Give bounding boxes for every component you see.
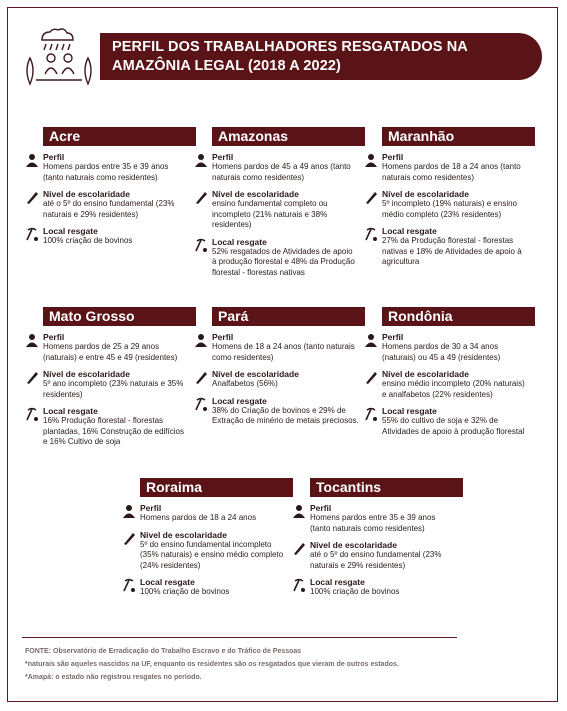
local-text: 52% resgatados de Atividades de apoio à produção florestal e 48% da Produção florestal - florestas nativas xyxy=(212,246,355,277)
person-icon xyxy=(194,333,208,347)
local-text: 38% do Criação de bovinos e 29% de Extração de minério de metais preciosos. xyxy=(212,405,359,425)
source-note: FONTE: Observatório de Erradicação do Trabalho Escravo e do Tráfico de Pessoas xyxy=(25,648,302,655)
perfil-row xyxy=(364,332,529,363)
perfil-text: Homens pardos entre 35 e 39 anos (tanto naturais como residentes) xyxy=(310,513,436,533)
person-icon xyxy=(25,153,39,167)
pen-icon xyxy=(364,190,378,204)
pickaxe-icon xyxy=(122,578,136,592)
state-name: Roraima xyxy=(140,478,293,497)
pen-icon xyxy=(364,370,378,384)
footnote-naturais: *naturais são aqueles nascidos na UF, enquanto os residentes são os resgatados que vieram de outros estados. xyxy=(25,661,399,668)
pickaxe-icon xyxy=(364,227,378,241)
state-card-maranhao xyxy=(364,127,529,268)
state-name: Pará xyxy=(212,307,365,326)
state-card-acre xyxy=(25,127,190,247)
perfil-label: Perfil xyxy=(43,332,65,342)
pen-icon xyxy=(194,370,208,384)
escolaridade-row xyxy=(122,530,287,572)
footer-divider xyxy=(22,637,457,638)
local-row xyxy=(292,577,457,598)
escolaridade-text: 5º incompleto (19% naturais) e ensino médio completo (23% residentes) xyxy=(382,199,517,219)
escolaridade-label: Nível de escolaridade xyxy=(43,189,130,199)
perfil-row xyxy=(364,152,529,183)
state-name: Tocantins xyxy=(310,478,463,497)
perfil-row xyxy=(25,152,190,183)
escolaridade-text: ensino fundamental completo ou incompleto (21% naturais e 38% residentes) xyxy=(212,199,328,229)
perfil-text: Homens pardos de 18 a 24 anos xyxy=(140,513,257,522)
pickaxe-icon xyxy=(292,578,306,592)
local-text: 100% criação de bovinos xyxy=(140,587,230,596)
escolaridade-row xyxy=(364,369,529,400)
state-card-para xyxy=(194,307,359,427)
pickaxe-icon xyxy=(194,397,208,411)
local-label: Local resgate xyxy=(212,395,267,406)
perfil-row xyxy=(25,332,190,363)
perfil-text: Homens pardos entre 35 e 39 anos (tanto naturais como residentes) xyxy=(43,162,169,182)
local-text: 27% da Produção florestal - florestas nativas e 18% de Atividades de apoio à agricultura xyxy=(382,236,522,266)
escolaridade-label: Nível de escolaridade xyxy=(212,189,299,199)
state-card-amazonas xyxy=(194,127,359,278)
pen-icon xyxy=(292,541,306,555)
pen-icon xyxy=(122,531,136,545)
escolaridade-label: Nível de escolaridade xyxy=(212,369,299,379)
state-card-mato-grosso xyxy=(25,307,190,448)
pickaxe-icon xyxy=(25,407,39,421)
escolaridade-text: Analfabetos (56%) xyxy=(212,379,278,388)
perfil-row xyxy=(194,332,359,363)
pickaxe-icon xyxy=(25,227,39,241)
local-label: Local resgate xyxy=(212,236,267,247)
state-name: Rondônia xyxy=(382,307,535,326)
local-row xyxy=(194,237,359,279)
pickaxe-icon xyxy=(194,238,208,252)
escolaridade-label: Nivel de escolaridade xyxy=(140,529,227,540)
perfil-text: Homens pardos de 18 a 24 anos (tanto naturais como residentes) xyxy=(382,162,521,182)
escolaridade-text: 5º do ensino fundamental incompleto (35% naturais) e ensino médio completo (24% residentes) xyxy=(140,539,284,570)
pen-icon xyxy=(194,190,208,204)
state-name: Maranhão xyxy=(382,127,535,146)
local-text: 100% criação de bovinos xyxy=(310,587,400,596)
perfil-label: Perfil xyxy=(140,503,162,513)
workers-illustration-icon xyxy=(20,28,98,86)
footer-notes xyxy=(25,645,399,684)
perfil-text: Homens pardos de 45 a 49 anos (tanto naturais como residentes) xyxy=(212,162,351,182)
person-icon xyxy=(194,153,208,167)
local-row xyxy=(364,406,529,437)
perfil-label: Perfil xyxy=(212,332,234,342)
person-icon xyxy=(122,504,136,518)
page-title: PERFIL DOS TRABALHADORES RESGATADOS NA AMAZÔNIA LEGAL (2018 A 2022) xyxy=(112,39,468,74)
local-label: Local resgate xyxy=(43,406,98,416)
escolaridade-label: Nível de escolaridade xyxy=(43,369,130,379)
perfil-row xyxy=(292,503,457,534)
local-text: 16% Produção florestal - florestas plantadas, 16% Construção de edifícios e 16% Cultivo de soja xyxy=(43,416,184,446)
local-row xyxy=(122,577,287,598)
local-label: Local resgate xyxy=(382,406,437,416)
escolaridade-row xyxy=(364,189,529,220)
perfil-label: Perfil xyxy=(310,503,332,513)
state-card-roraima xyxy=(122,478,287,598)
local-text: 100% criação de bovinos xyxy=(43,236,133,245)
escolaridade-label: Nível de escolaridade xyxy=(382,189,469,199)
escolaridade-label: Nível de escolaridade xyxy=(310,540,397,550)
escolaridade-row xyxy=(25,189,190,220)
perfil-text: Homens de 18 a 24 anos (tanto naturais como residentes) xyxy=(212,342,355,362)
person-icon xyxy=(25,333,39,347)
local-row xyxy=(364,226,529,268)
person-icon xyxy=(292,504,306,518)
perfil-text: Homens pardos de 25 a 29 anos (naturais) e entre 45 e 49 (residentes) xyxy=(43,342,178,362)
local-label: Local resgate xyxy=(43,226,98,236)
pen-icon xyxy=(25,370,39,384)
state-name: Mato Grosso xyxy=(43,307,196,326)
footnote-amapa: *Amapá: o estado não registrou resgates no período. xyxy=(25,674,202,681)
escolaridade-text: 5º ano incompleto (23% naturais e 35% residentes) xyxy=(43,379,184,399)
local-text: 55% do cultivo de soja e 32% de Atividades de apoio à produção florestal xyxy=(382,416,525,436)
local-label: Local resgate xyxy=(310,577,365,587)
perfil-row xyxy=(122,503,287,524)
escolaridade-row xyxy=(194,189,359,231)
escolaridade-row xyxy=(194,369,359,390)
state-card-tocantins xyxy=(292,478,457,598)
local-label: Local resgate xyxy=(382,226,437,236)
escolaridade-label: Nível de escolaridade xyxy=(382,369,469,379)
perfil-label: Perfil xyxy=(212,152,234,162)
local-row xyxy=(25,406,190,448)
perfil-row xyxy=(194,152,359,183)
perfil-text: Homens pardos de 30 a 34 anos (naturais) ou 45 a 49 (residentes) xyxy=(382,342,501,362)
local-label: Local resgate xyxy=(140,577,195,587)
escolaridade-text: ensino médio incompleto (20% naturais) e analfabetos (22% residentes) xyxy=(382,379,525,399)
perfil-label: Perfil xyxy=(382,332,404,342)
person-icon xyxy=(364,153,378,167)
escolaridade-row xyxy=(25,369,190,400)
pickaxe-icon xyxy=(364,407,378,421)
state-card-rondonia xyxy=(364,307,529,437)
pen-icon xyxy=(25,190,39,204)
local-row xyxy=(25,226,190,247)
escolaridade-text: até o 5º do ensino fundamental (23% naturais e 29% residentes) xyxy=(310,550,442,570)
local-row xyxy=(194,396,359,427)
state-name: Amazonas xyxy=(212,127,365,146)
perfil-label: Perfil xyxy=(382,152,404,162)
escolaridade-text: até o 5º do ensino fundamental (23% naturais e 29% residentes) xyxy=(43,199,175,219)
person-icon xyxy=(364,333,378,347)
state-name: Acre xyxy=(43,127,196,146)
escolaridade-row xyxy=(292,540,457,571)
perfil-label: Perfil xyxy=(43,152,65,162)
